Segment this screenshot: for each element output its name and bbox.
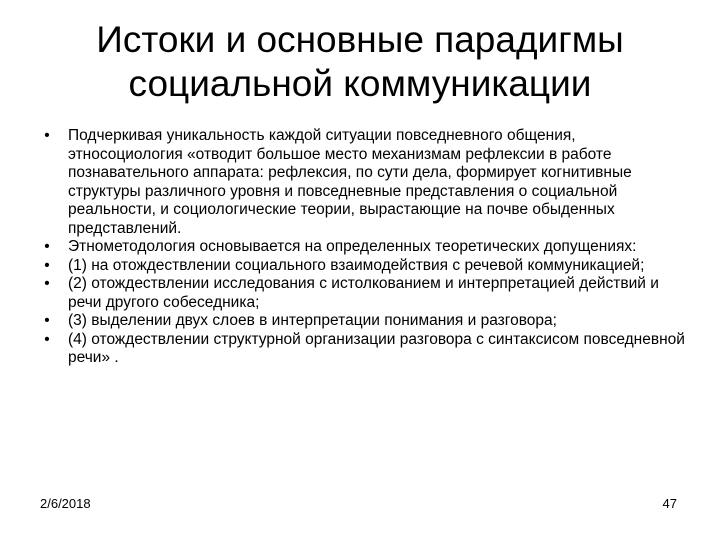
bullet-item-4 bbox=[40, 275, 690, 312]
bullet-icon: • bbox=[44, 127, 50, 144]
bullet-item-2 bbox=[40, 238, 690, 257]
bullet-text-1: Подчеркивая уникальность каждой ситуации повседневного общения, этносоциология «отводит большое место механизмам рефлексии в работе познавательного аппарата: рефлексия, по сути дела, формирует когнитивные структуры различного уровня и повседневные представления о социальной реальности, и социологические теории, вырастающие на почве обыденных представлений. bbox=[68, 127, 632, 237]
bullet-icon: • bbox=[44, 256, 50, 274]
footer-date: 2/6/2018 bbox=[40, 496, 91, 511]
slide-title-line-2: социальной коммуникации bbox=[128, 63, 592, 104]
footer-page-number: 47 bbox=[662, 496, 677, 511]
bullet-list bbox=[40, 127, 690, 368]
slide-title-line-1: Истоки и основные парадигмы bbox=[96, 19, 624, 60]
bullet-icon: • bbox=[44, 238, 50, 255]
bullet-icon: • bbox=[44, 275, 50, 292]
bullet-text-4: (2) отождествлении исследования с истолкованием и интерпретацией действий и речи другого собеседника; bbox=[68, 275, 659, 311]
bullet-item-3 bbox=[40, 257, 690, 276]
bullet-text-5: (3) выделении двух слоев в интерпретации понимания и разговора; bbox=[68, 312, 557, 329]
bullet-text-2: Этнометодология основывается на определенных теоретических допущениях: bbox=[68, 238, 637, 255]
bullet-item-5 bbox=[40, 312, 690, 331]
bullet-item-6 bbox=[40, 331, 690, 368]
bullet-icon: • bbox=[44, 312, 50, 329]
bullet-text-6: (4) отождествлении структурной организации разговора с синтаксисом повседневной речи» . bbox=[68, 330, 685, 366]
bullet-text-3: (1) на отождествлении социального взаимодействия с речевой коммуникацией; bbox=[68, 256, 645, 274]
slide-title bbox=[30, 18, 690, 106]
bullet-icon: • bbox=[44, 330, 50, 348]
bullet-item-1 bbox=[40, 127, 690, 238]
